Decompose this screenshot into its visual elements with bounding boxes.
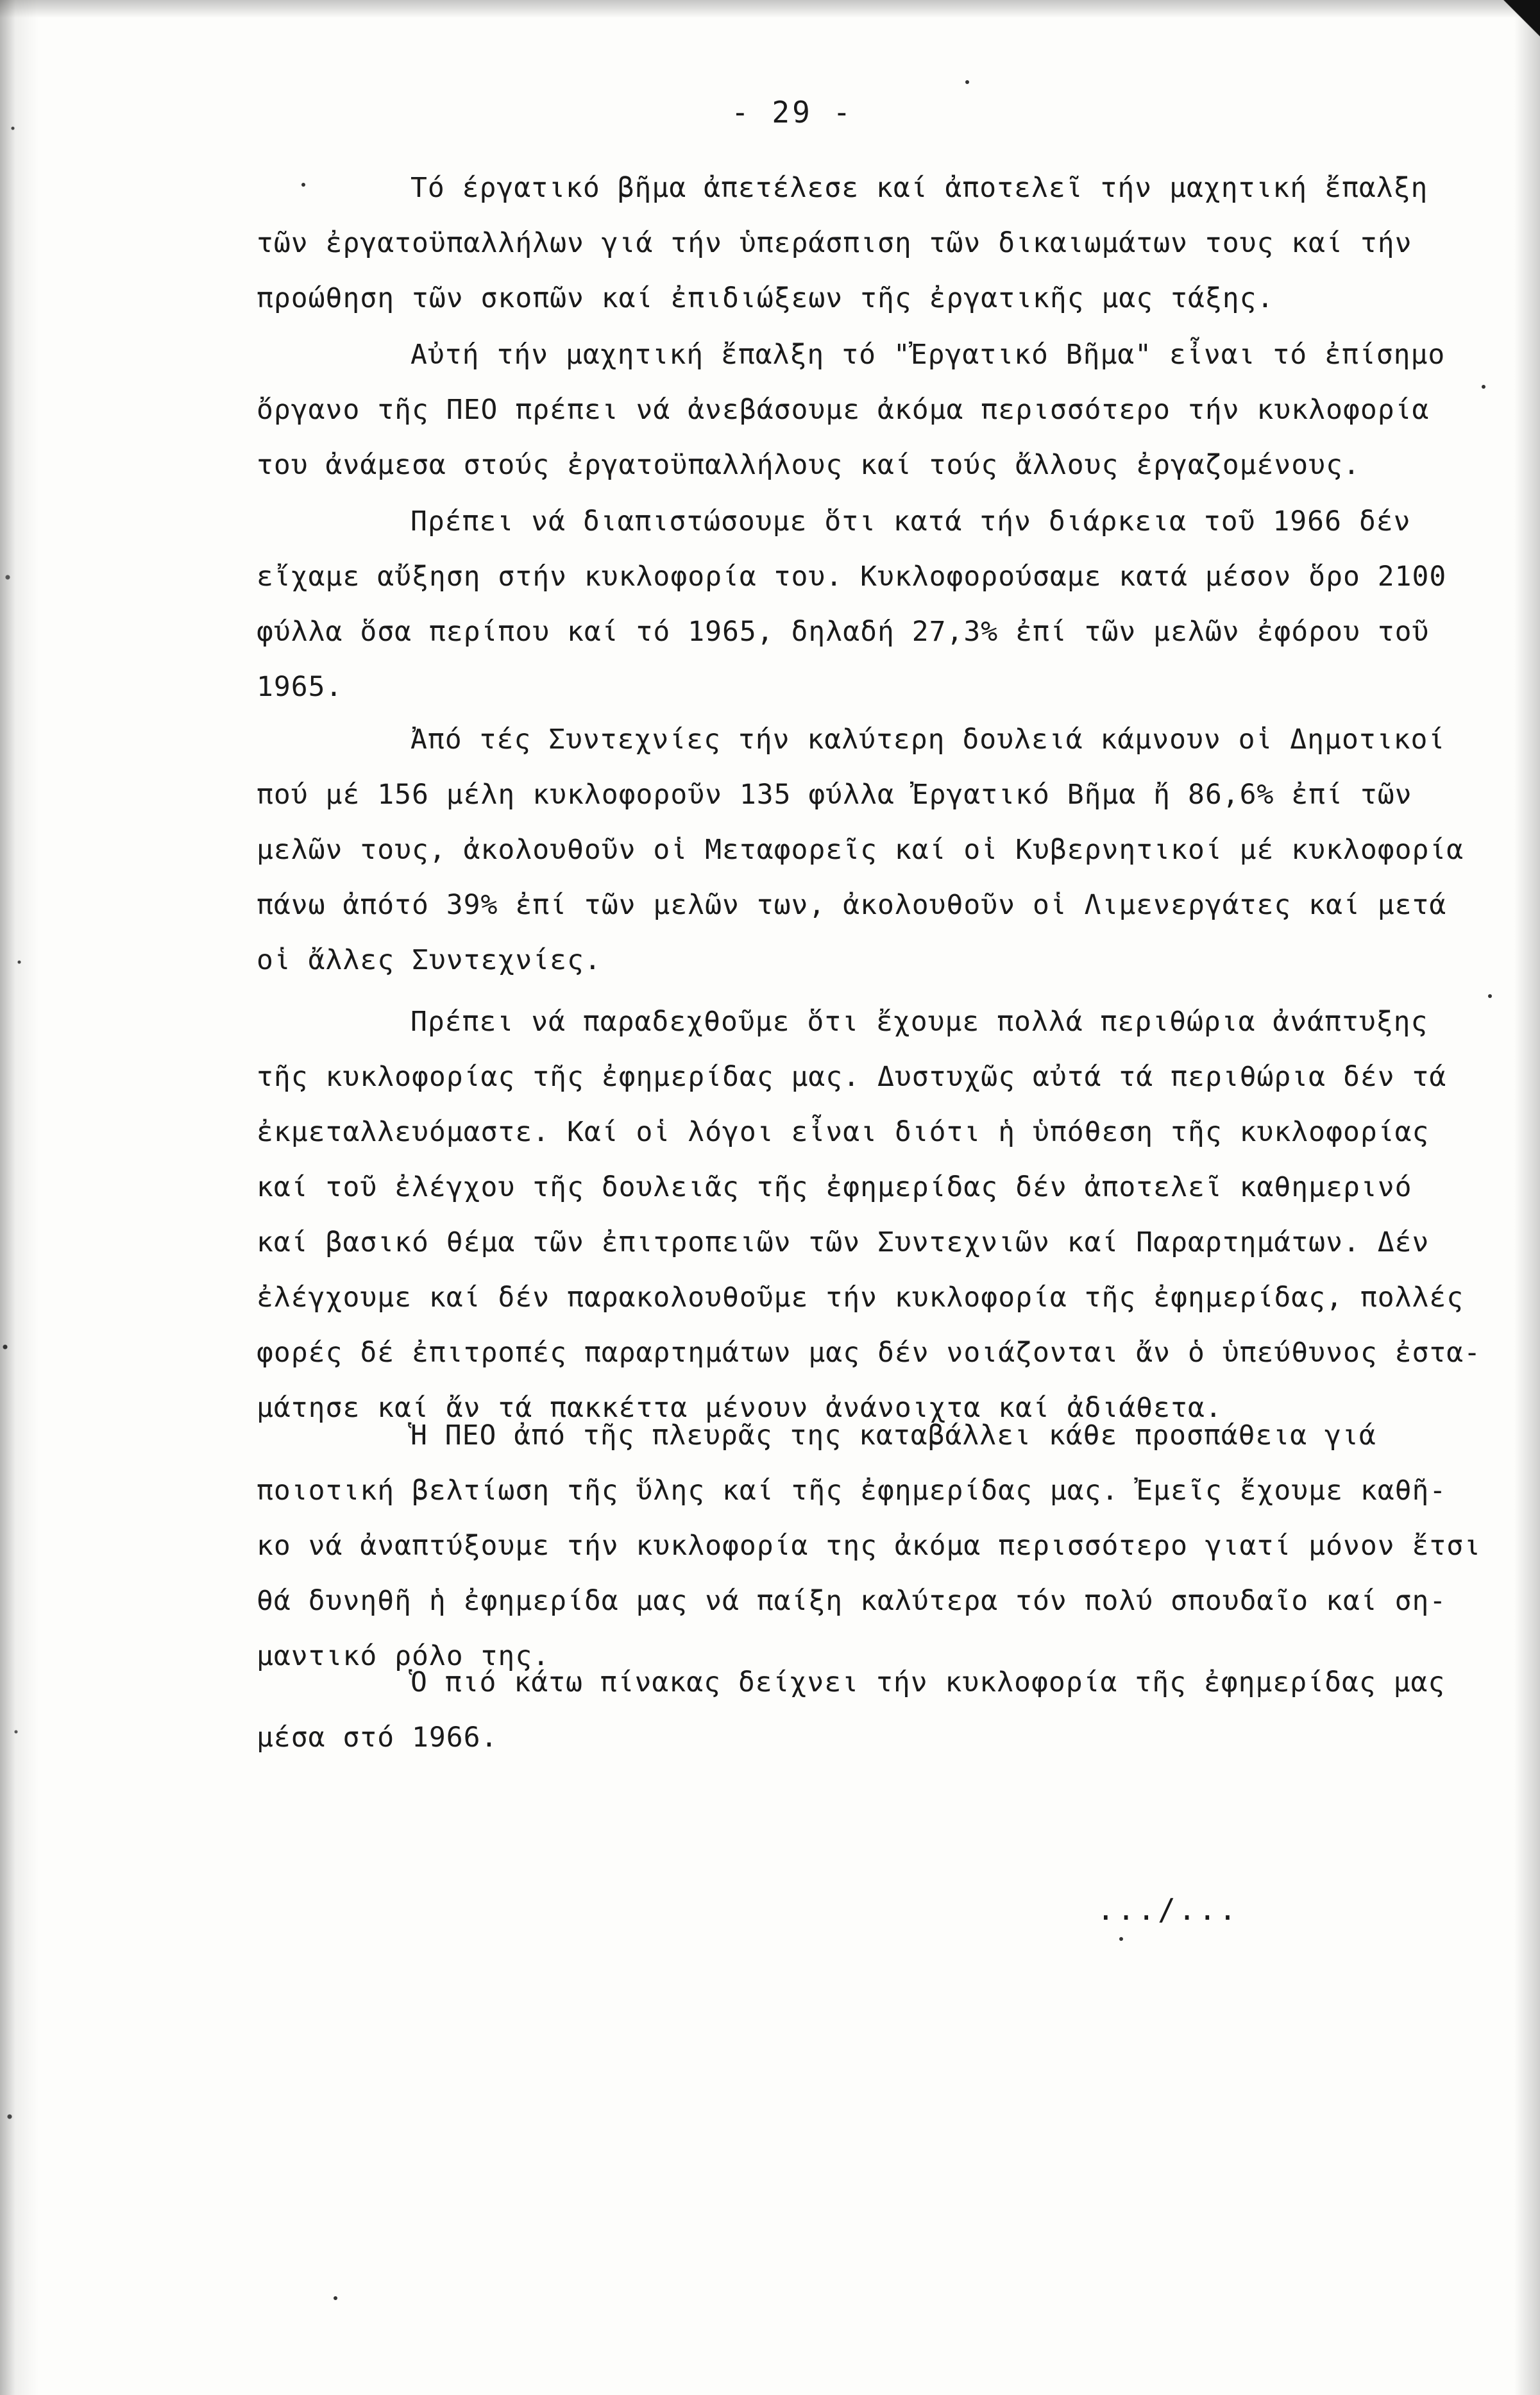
scan-speck [1482,385,1485,389]
continuation-mark: .../... [1097,1892,1239,1927]
text-line: 1965. [257,671,343,703]
text-line: Ἀπό τές Συντεχνίες τήν καλύτερη δουλειά κάμνουν οἱ Δημοτικοί [410,724,1446,756]
text-line: καί τοῦ ἐλέγχου τῆς δουλειᾶς τῆς ἐφημερίδας δέν ἀποτελεῖ καθημερινό [257,1171,1412,1203]
text-line: Τό έργατικό βῆμα ἀπετέλεσε καί ἀποτελεῖ τήν μαχητική ἔπαλξη [410,172,1428,204]
text-line: μέσα στό 1966. [257,1722,498,1754]
text-line: τῆς κυκλοφορίας τῆς ἐφημερίδας μας. Δυστυχῶς αὐτά τά περιθώρια δέν τά [257,1061,1447,1093]
text-line: τῶν ἐργατοϋπαλλήλων γιά τήν ὑπεράσπιση τῶν δικαιωμάτων τους καί τήν [257,227,1412,259]
paragraph [257,1408,1514,1684]
text-line: του ἀνάμεσα στούς ἐργατοϋπαλλήλους καί τούς ἄλλους ἐργαζομένους. [257,449,1360,481]
scan-speck [1119,1937,1123,1941]
text-line: Πρέπει νά παραδεχθοῦμε ὅτι ἔχουμε πολλά περιθώρια ἀνάπτυξης [410,1006,1428,1038]
text-line: Ἡ ΠΕΟ ἀπό τῆς πλευρᾶς της καταβάλλει κάθε προσπάθεια γιά [410,1419,1376,1451]
text-line: πάνω ἀπότό 39% ἐπί τῶν μελῶν των, ἀκολουθοῦν οἱ Λιμενεργάτες καί μετά [257,889,1447,921]
text-line: Πρέπει νά διαπιστώσουμε ὅτι κατά τήν διάρκεια τοῦ 1966 δέν [410,505,1411,537]
scan-edge-top [0,0,1540,18]
text-line: ὄργανο τῆς ΠΕΟ πρέπει νά ἀνεβάσουμε ἀκόμα περισσότερο τήν κυκλοφορία [257,394,1430,426]
text-line: κο νά ἀναπτύξουμε τήν κυκλοφορία της ἀκόμα περισσότερο γιατί μόνον ἔτσι [257,1530,1482,1562]
text-line: ἐλέγχουμε καί δέν παρακολουθοῦμε τήν κυκλοφορία τῆς ἐφημερίδας, πολλές [257,1282,1464,1314]
paragraph [257,494,1514,715]
text-line: μελῶν τους, ἀκολουθοῦν οἱ Μεταφορεῖς καί οἱ Κυβερνητικοί μέ κυκλοφορία [257,834,1464,866]
text-line: ἐκμεταλλευόμαστε. Καί οἱ λόγοι εἶναι διότι ἡ ὑπόθεση τῆς κυκλοφορίας [257,1116,1430,1148]
scan-speck [1488,994,1492,998]
text-line: Ὁ πιό κάτω πίνακας δείχνει τήν κυκλοφορία τῆς ἐφημερίδας μας [410,1666,1446,1698]
scan-corner-shadow [1482,0,1540,45]
text-line: προώθηση τῶν σκοπῶν καί ἐπιδιώξεων τῆς ἐργατικῆς μας τάξης. [257,282,1274,314]
scan-edge-right [1514,0,1540,2395]
scan-speck [301,183,305,187]
paragraph [257,712,1514,988]
paragraph [257,1655,1514,1765]
scan-edge-left [0,0,38,2395]
paragraph [257,327,1514,493]
text-line: οἱ ἄλλες Συντεχνίες. [257,944,602,976]
text-line: μάτησε καί ἄν τά πακκέττα μένουν ἀνάνοιχτα καί ἀδιάθετα. [257,1392,1223,1424]
scan-speck [965,80,969,84]
scan-speck [334,2296,337,2300]
text-line: φύλλα ὅσα περίπου καί τό 1965, δηλαδή 27,3% ἐπί τῶν μελῶν ἐφόρου τοῦ [257,616,1430,648]
page-number: - 29 - [731,95,854,130]
text-line: εἴχαμε αὔξηση στήν κυκλοφορία του. Κυκλοφορούσαμε κατά μέσον ὅρο 2100 [257,561,1447,593]
text-line: θά δυνηθῆ ἡ ἐφημερίδα μας νά παίξη καλύτερα τόν πολύ σπουδαῖο καί ση- [257,1585,1447,1617]
text-line: Αὐτή τήν μαχητική ἔπαλξη τό "Ἐργατικό Βῆμα" εἶναι τό ἐπίσημο [410,339,1446,371]
paragraph [257,160,1514,326]
text-line: καί βασικό θέμα τῶν ἐπιτροπειῶν τῶν Συντεχνιῶν καί Παραρτημάτων. Δέν [257,1226,1430,1258]
paragraph [257,994,1514,1435]
text-line: φορές δέ ἐπιτροπές παραρτημάτων μας δέν νοιάζονται ἄν ὁ ὑπεύθυνος ἐστα- [257,1337,1482,1369]
text-line: ποιοτική βελτίωση τῆς ὕλης καί τῆς ἐφημερίδας μας. Ἐμεῖς ἔχουμε καθῆ- [257,1475,1447,1507]
text-line: πού μέ 156 μέλη κυκλοφοροῦν 135 φύλλα Ἐργατικό Βῆμα ἤ 86,6% ἐπί τῶν [257,779,1412,811]
text-line: μαντικό ρόλο της. [257,1640,550,1672]
